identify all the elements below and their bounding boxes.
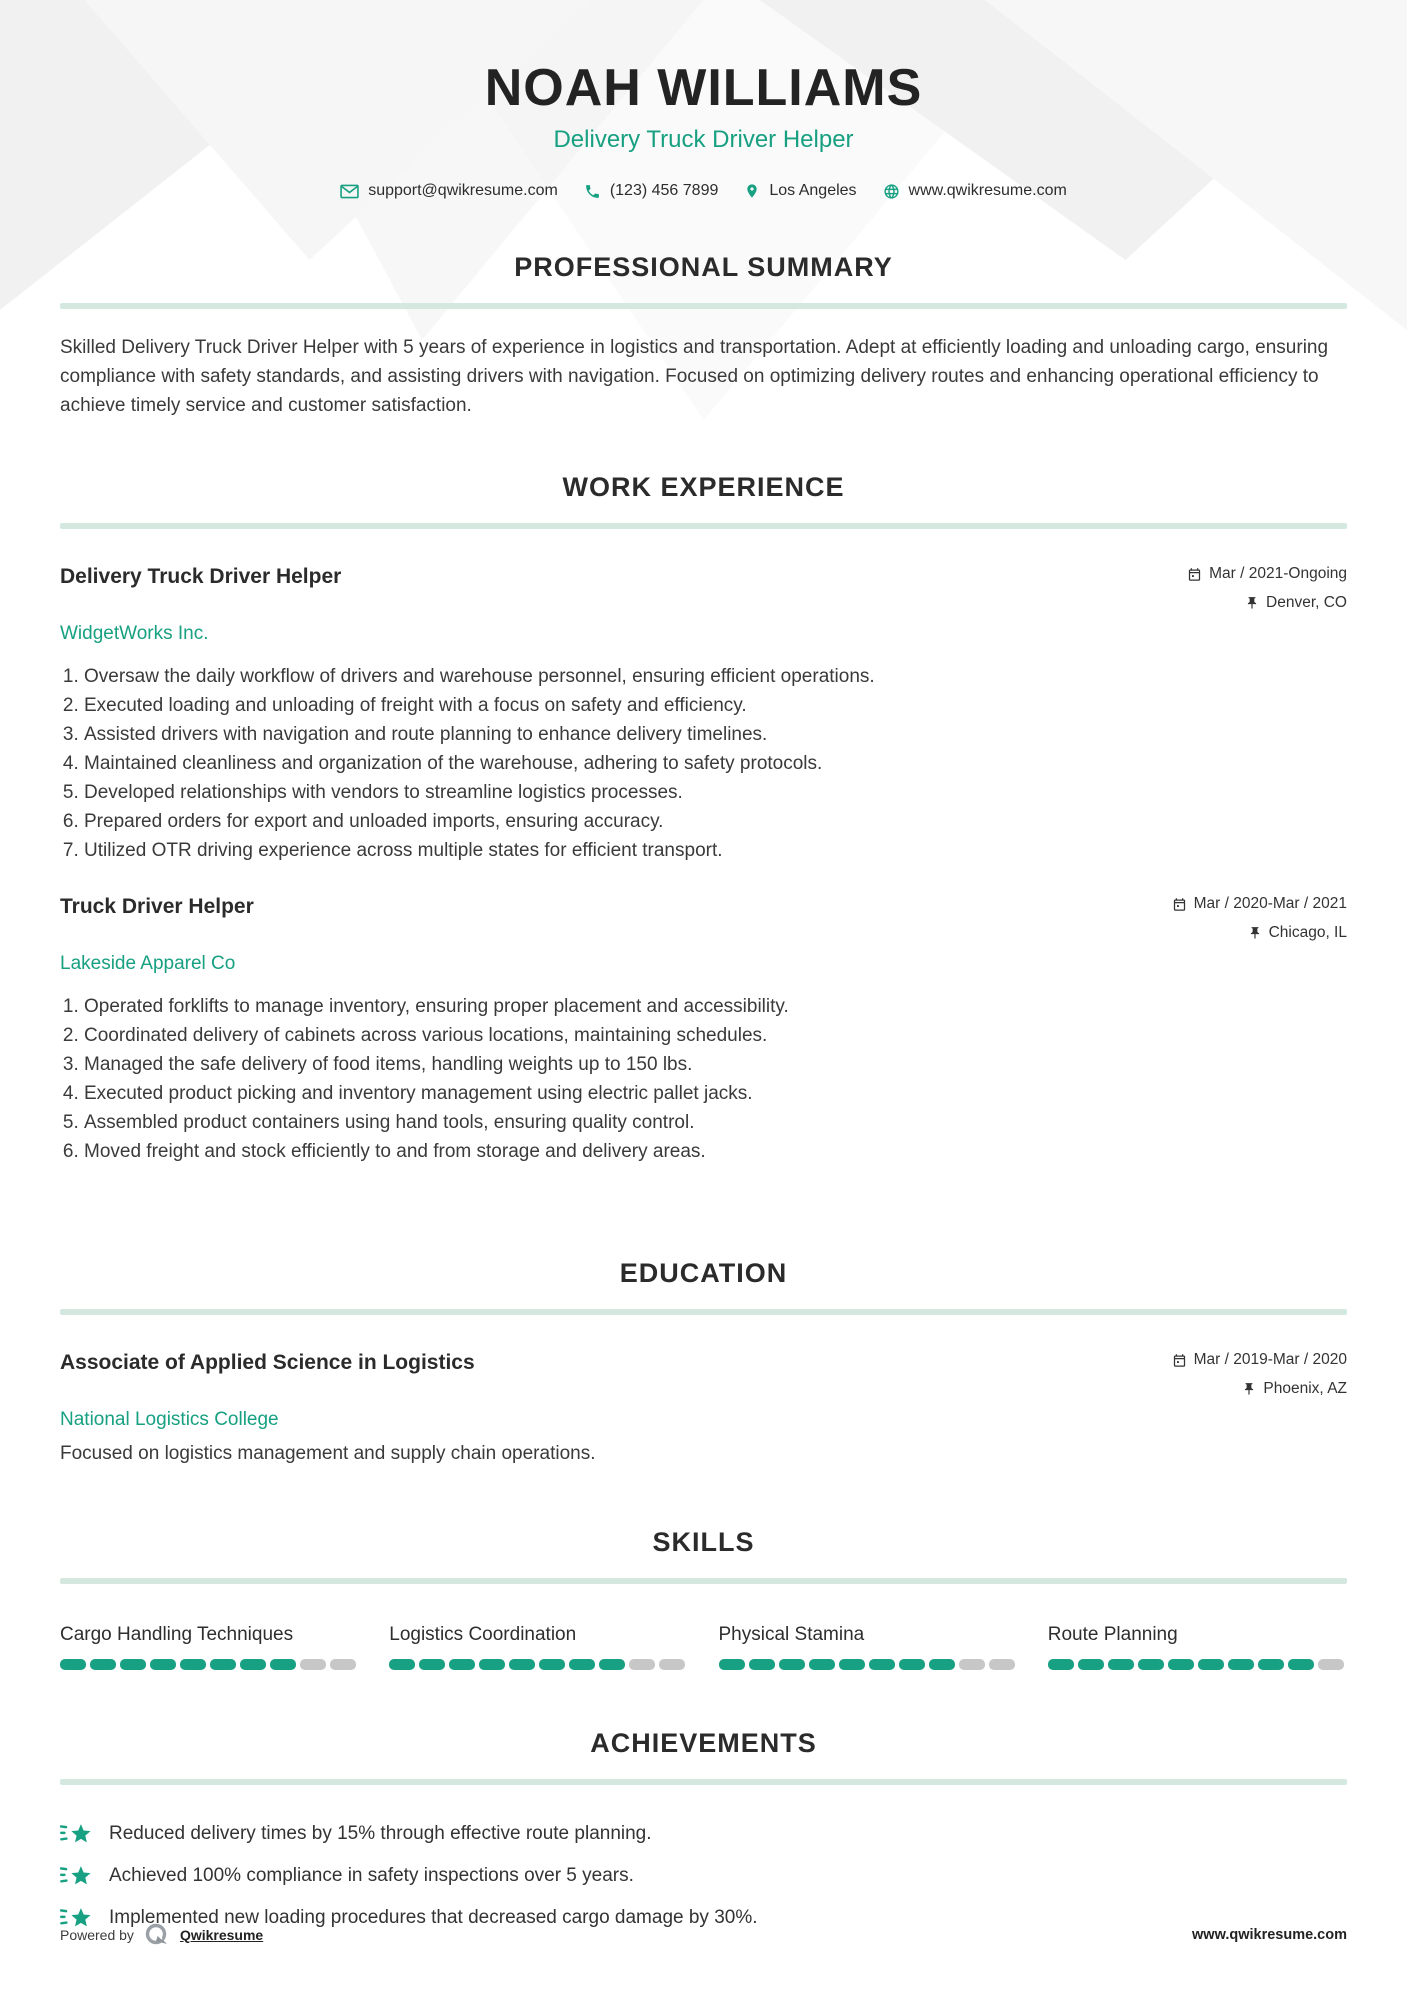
skill-bar-segment [989, 1659, 1015, 1670]
skill-bar-segment [959, 1659, 985, 1670]
pushpin-icon [1248, 926, 1262, 940]
skill-item [60, 1624, 359, 1670]
skill-label: Physical Stamina [718, 1624, 865, 1645]
job-company: Lakeside Apparel Co [60, 953, 236, 974]
section-divider [60, 1309, 1347, 1315]
skills-grid [60, 1624, 1347, 1670]
skill-bar-segment [1108, 1659, 1134, 1670]
education-description: Focused on logistics management and supply chain operations. [60, 1443, 596, 1464]
section-heading-achievements: ACHIEVEMENTS [590, 1728, 817, 1758]
skill-bar-segment [300, 1659, 326, 1670]
job-title: Truck Driver Helper [60, 895, 254, 918]
bullet-item: 1. Oversaw the daily workflow of drivers and warehouse personnel, ensuring efficient operations. [84, 662, 1347, 691]
education-dates: Mar / 2019-Mar / 2020 [1172, 1351, 1347, 1369]
achievement-item [60, 1821, 1347, 1847]
skill-bar-segment [60, 1659, 86, 1670]
skill-item [719, 1624, 1018, 1670]
job-location: Denver, CO [1245, 594, 1347, 612]
skill-bar-segment [449, 1659, 475, 1670]
achievement-star-icon [60, 1863, 92, 1889]
skill-label: Cargo Handling Techniques [60, 1624, 294, 1645]
bullet-item: 6. Moved freight and stock efficiently to and from storage and delivery areas. [84, 1137, 1347, 1166]
contact-location [744, 182, 856, 200]
skill-bar-segment [270, 1659, 296, 1670]
bullet-item: 2. Coordinated delivery of cabinets across various locations, maintaining schedules. [84, 1021, 1347, 1050]
job-location: Chicago, IL [1248, 924, 1347, 942]
section-heading-work: WORK EXPERIENCE [562, 472, 845, 502]
achievement-text: Reduced delivery times by 15% through effective route planning. [109, 1823, 652, 1844]
skill-bar-segment [419, 1659, 445, 1670]
pushpin-icon [1245, 596, 1259, 610]
person-role-title: Delivery Truck Driver Helper [553, 126, 854, 153]
skill-bar-segment [509, 1659, 535, 1670]
contact-row [60, 182, 1347, 200]
achievement-text: Implemented new loading procedures that decreased cargo damage by 30%. [109, 1907, 758, 1928]
calendar-icon [1172, 897, 1187, 912]
skill-progress-bar [1048, 1659, 1347, 1670]
achievement-item [60, 1863, 1347, 1889]
powered-by-label: Powered by [60, 1927, 134, 1943]
skill-bar-segment [1048, 1659, 1074, 1670]
skill-item [389, 1624, 688, 1670]
skill-label: Logistics Coordination [389, 1624, 577, 1645]
footer-website-link[interactable]: www.qwikresume.com [1192, 1927, 1347, 1943]
skill-bar-segment [150, 1659, 176, 1670]
skill-bar-segment [1318, 1659, 1344, 1670]
skill-bar-segment [659, 1659, 685, 1670]
qwikresume-logo-icon [144, 1922, 170, 1948]
contact-email-text: support@qwikresume.com [368, 182, 558, 199]
education-degree: Associate of Applied Science in Logistics [60, 1351, 475, 1374]
bullet-item: 3. Assisted drivers with navigation and route planning to enhance delivery timelines. [84, 720, 1347, 749]
skill-bar-segment [809, 1659, 835, 1670]
job-company: WidgetWorks Inc. [60, 623, 209, 644]
skill-bar-segment [1258, 1659, 1284, 1670]
contact-location-text: Los Angeles [769, 182, 857, 199]
skill-bar-segment [599, 1659, 625, 1670]
skill-bar-segment [1228, 1659, 1254, 1670]
skill-bar-segment [180, 1659, 206, 1670]
skill-bar-segment [1138, 1659, 1164, 1670]
bullet-item: 3. Managed the safe delivery of food items, handling weights up to 150 lbs. [84, 1050, 1347, 1079]
skill-bar-segment [569, 1659, 595, 1670]
contact-email[interactable] [340, 182, 558, 200]
section-divider [60, 1578, 1347, 1584]
section-divider [60, 1779, 1347, 1785]
bullet-item: 6. Prepared orders for export and unloaded imports, ensuring accuracy. [84, 807, 1347, 836]
job-entry-1 [60, 565, 1347, 865]
job-bullets [60, 992, 1347, 1166]
section-heading-summary: PROFESSIONAL SUMMARY [514, 252, 893, 282]
map-pin-icon [744, 182, 760, 200]
skill-bar-segment [90, 1659, 116, 1670]
skill-bar-segment [1198, 1659, 1224, 1670]
skill-progress-bar [389, 1659, 688, 1670]
contact-website-text: www.qwikresume.com [908, 182, 1067, 199]
skill-bar-segment [389, 1659, 415, 1670]
job-dates: Mar / 2021-Ongoing [1187, 565, 1347, 583]
skill-item [1048, 1624, 1347, 1670]
skill-bar-segment [210, 1659, 236, 1670]
skill-bar-segment [749, 1659, 775, 1670]
section-heading-skills: SKILLS [652, 1527, 755, 1557]
skill-bar-segment [779, 1659, 805, 1670]
skill-bar-segment [899, 1659, 925, 1670]
bullet-item: 1. Operated forklifts to manage inventory, ensuring proper placement and accessibility. [84, 992, 1347, 1021]
section-heading-education: EDUCATION [619, 1258, 788, 1288]
skill-bar-segment [1168, 1659, 1194, 1670]
job-dates: Mar / 2020-Mar / 2021 [1172, 895, 1347, 913]
bullet-item: 5. Assembled product containers using hand tools, ensuring quality control. [84, 1108, 1347, 1137]
calendar-icon [1187, 567, 1202, 582]
page-footer [60, 1922, 1347, 1948]
job-bullets [60, 662, 1347, 865]
person-name: NOAH WILLIAMS [484, 59, 923, 117]
calendar-icon [1172, 1353, 1187, 1368]
skill-progress-bar [719, 1659, 1018, 1670]
qwikresume-brand-link[interactable]: Qwikresume [179, 1927, 264, 1943]
phone-icon [584, 183, 601, 200]
skill-bar-segment [929, 1659, 955, 1670]
skill-progress-bar [60, 1659, 359, 1670]
bullet-item: 2. Executed loading and unloading of freight with a focus on safety and efficiency. [84, 691, 1347, 720]
skill-bar-segment [1288, 1659, 1314, 1670]
section-divider [60, 523, 1347, 529]
bullet-item: 4. Executed product picking and inventory management using electric pallet jacks. [84, 1079, 1347, 1108]
skill-bar-segment [1078, 1659, 1104, 1670]
section-divider [60, 303, 1347, 309]
education-location: Phoenix, AZ [1242, 1380, 1347, 1398]
skill-bar-segment [240, 1659, 266, 1670]
job-entry-2 [60, 895, 1347, 1166]
achievement-text: Achieved 100% compliance in safety inspections over 5 years. [109, 1865, 634, 1886]
job-title: Delivery Truck Driver Helper [60, 565, 342, 588]
skill-bar-segment [839, 1659, 865, 1670]
achievement-star-icon [60, 1821, 92, 1847]
education-entry [60, 1351, 1347, 1465]
bullet-item: 7. Utilized OTR driving experience across multiple states for efficient transport. [84, 836, 1347, 865]
skill-bar-segment [869, 1659, 895, 1670]
contact-website[interactable] [883, 182, 1067, 200]
skill-bar-segment [629, 1659, 655, 1670]
skill-bar-segment [120, 1659, 146, 1670]
globe-icon [883, 183, 900, 200]
achievements-list [60, 1821, 1347, 1931]
contact-phone[interactable] [584, 182, 719, 200]
contact-phone-text: (123) 456 7899 [609, 182, 719, 199]
education-school: National Logistics College [60, 1409, 279, 1430]
pushpin-icon [1242, 1382, 1256, 1396]
envelope-icon [340, 184, 359, 199]
skill-bar-segment [719, 1659, 745, 1670]
skill-bar-segment [479, 1659, 505, 1670]
bullet-item: 4. Maintained cleanliness and organization of the warehouse, adhering to safety protocols. [84, 749, 1347, 778]
skill-label: Route Planning [1047, 1624, 1178, 1645]
bullet-item: 5. Developed relationships with vendors to streamline logistics processes. [84, 778, 1347, 807]
summary-text: Skilled Delivery Truck Driver Helper with 5 years of experience in logistics and transportation. Adept at efficiently loading and unloading cargo, ensuring compliance with safety standards, and assisting drivers with navigation. Focused on optimizing delivery routes and enhancing operational efficiency to achieve timely service and customer satisfaction. [60, 337, 1329, 416]
skill-bar-segment [539, 1659, 565, 1670]
skill-bar-segment [330, 1659, 356, 1670]
